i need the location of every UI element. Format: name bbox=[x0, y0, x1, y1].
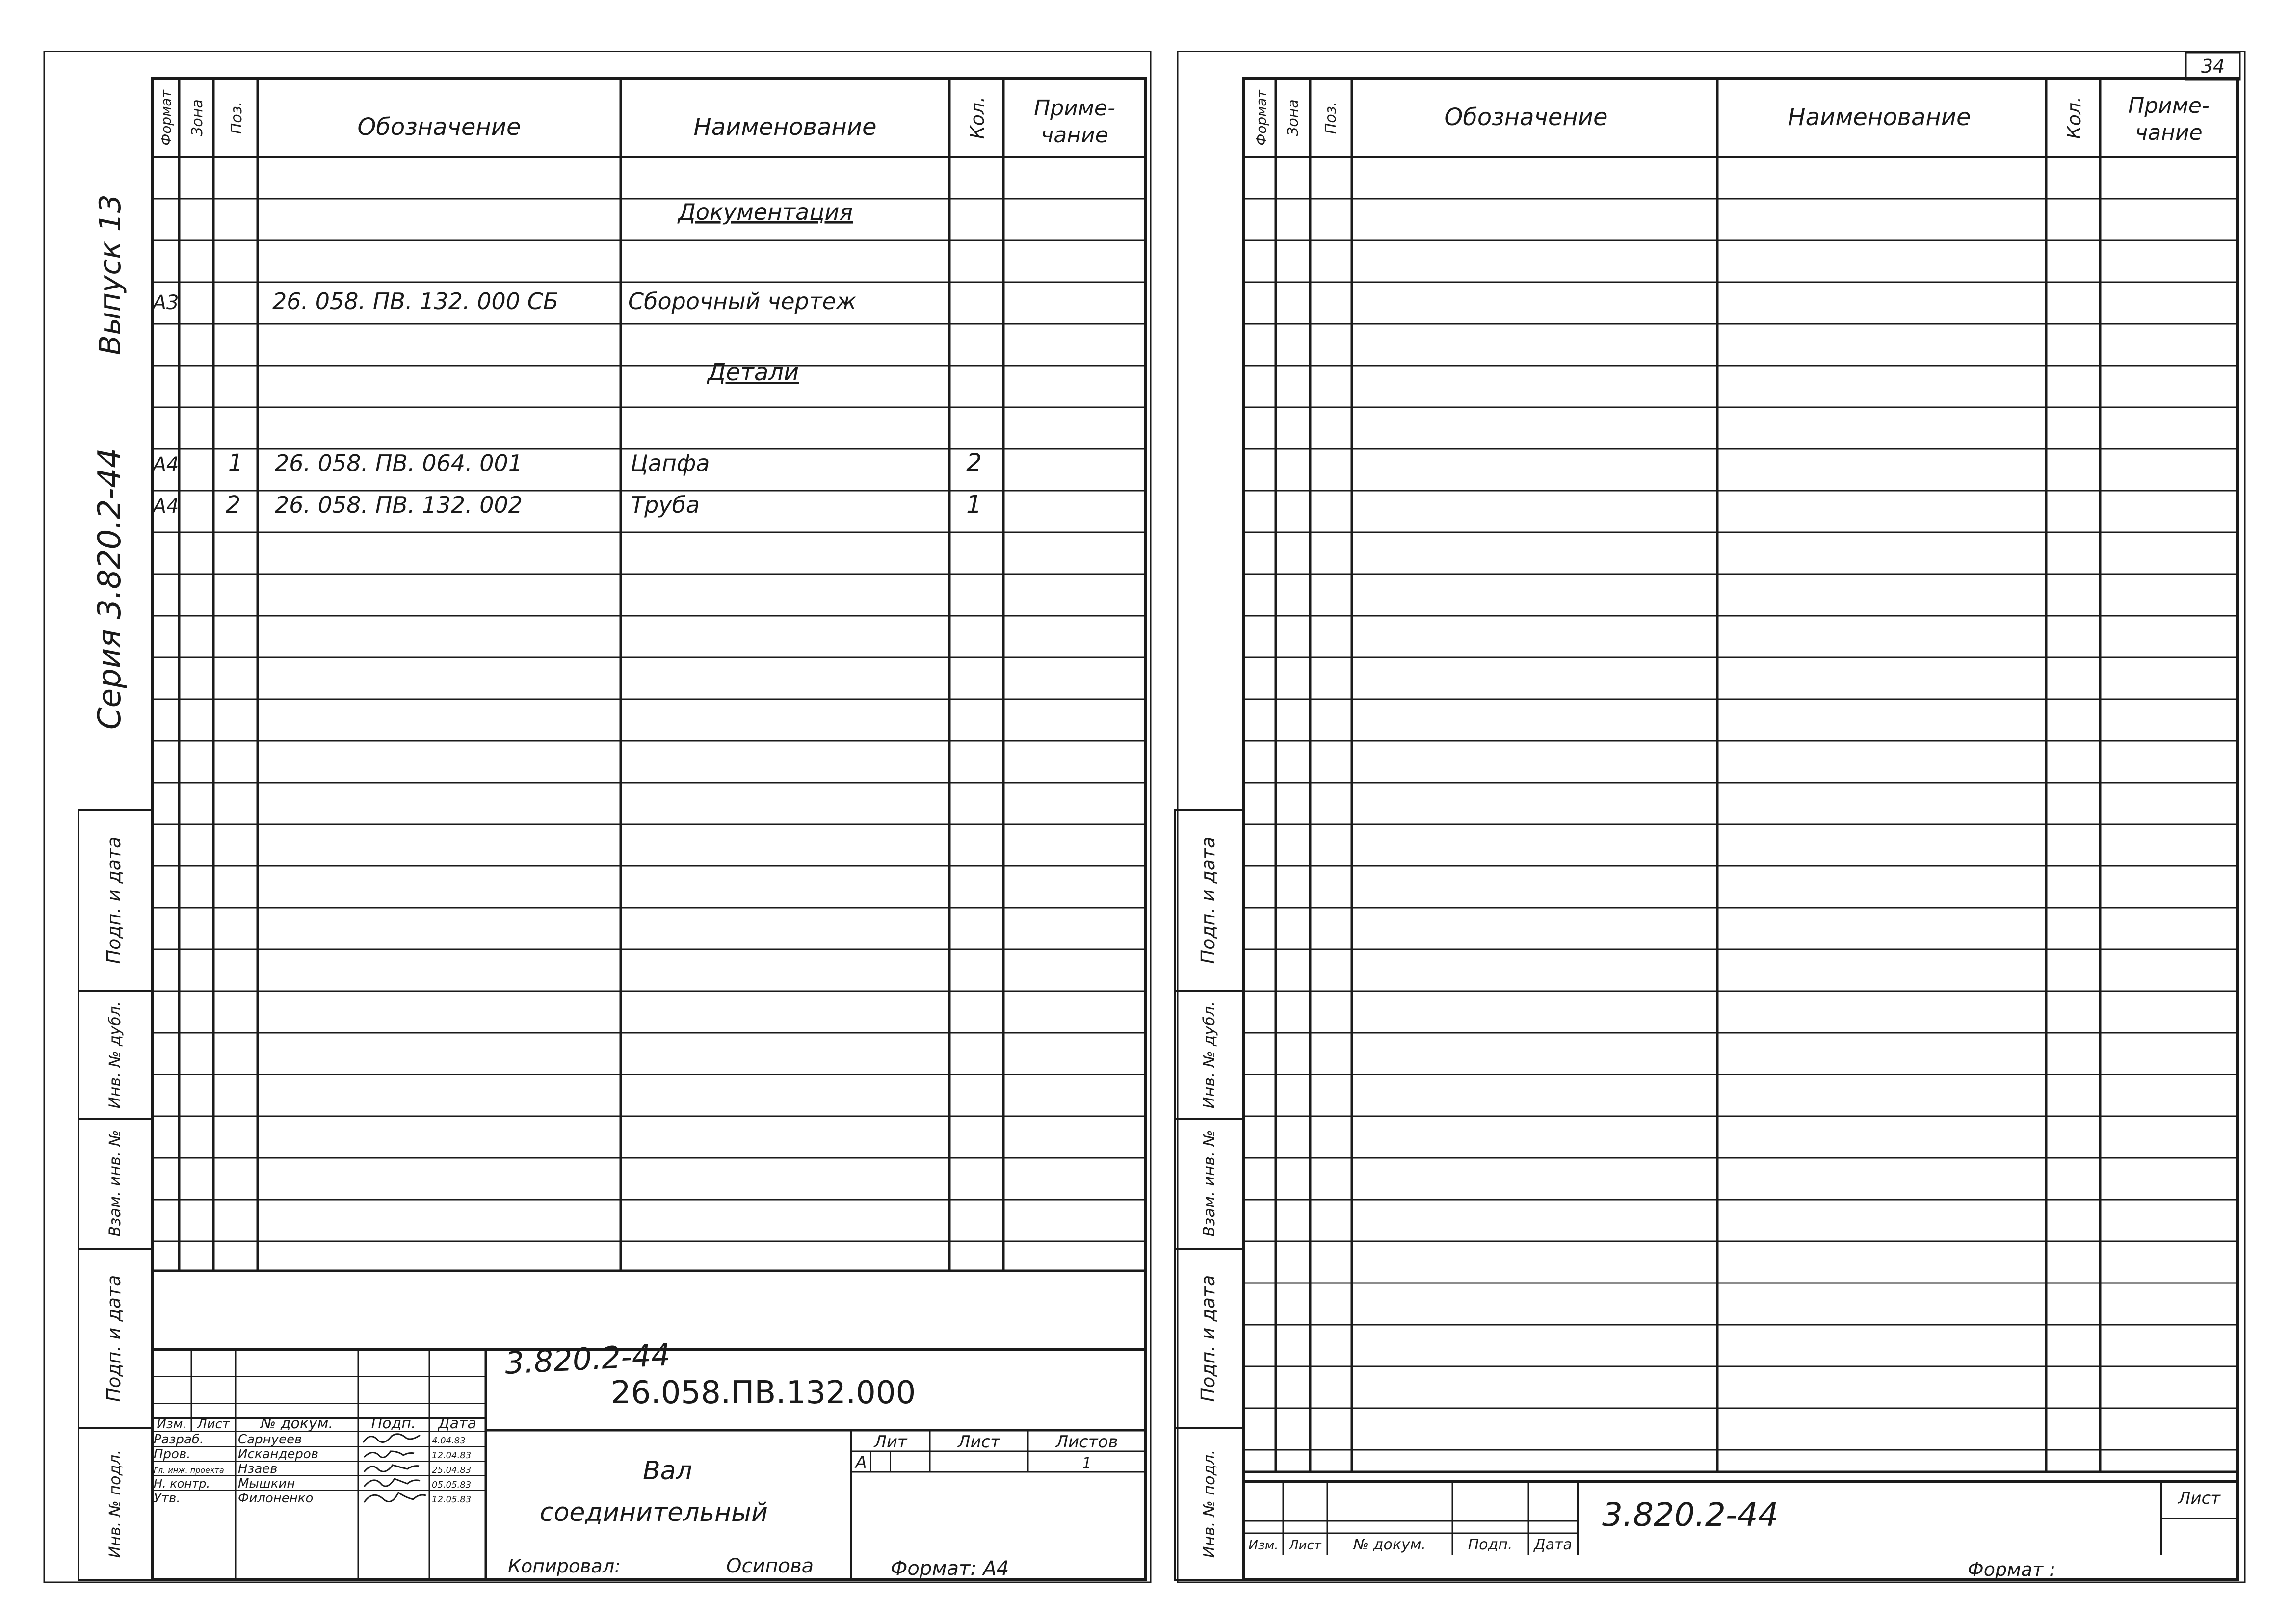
section-parts: Детали bbox=[707, 359, 799, 386]
item-2-name: Труба bbox=[631, 492, 700, 518]
issue-label: Выпуск 13 bbox=[93, 194, 128, 355]
right-frame bbox=[1244, 79, 2237, 1580]
item-2-qty: 1 bbox=[966, 490, 982, 519]
signature-chief-engineer bbox=[364, 1465, 419, 1472]
header-name: Наименование bbox=[693, 113, 877, 141]
header-designation: Обозначение bbox=[357, 113, 521, 141]
header-pos: Поз. bbox=[228, 101, 245, 134]
date-norm-control: 05.05.83 bbox=[432, 1480, 472, 1490]
item-1-format: А4 bbox=[153, 453, 179, 476]
signatures bbox=[363, 1434, 426, 1502]
name-approver: Филоненко bbox=[238, 1491, 314, 1506]
stamp-orig-inv-right: Инв. № подл. bbox=[1200, 1449, 1218, 1558]
stamp-sign-date-2-right: Подп. и дата bbox=[1197, 1275, 1219, 1402]
stamp-dup-inv-right: Инв. № дубл. bbox=[1200, 1001, 1218, 1109]
item-2-pos: 2 bbox=[225, 491, 241, 519]
right-sheet-border bbox=[1178, 52, 2245, 1582]
item-2-format: А4 bbox=[153, 495, 179, 518]
series-label: Серия 3.820.2-44 bbox=[92, 448, 128, 730]
role-approver: Утв. bbox=[154, 1491, 181, 1506]
date-approver: 12.05.83 bbox=[432, 1494, 472, 1505]
stamp-orig-inv: Инв. № подл. bbox=[105, 1449, 124, 1558]
stamp-sign-date-2: Подп. и дата bbox=[103, 1275, 125, 1402]
col-sign: Подп. bbox=[371, 1415, 416, 1432]
item-1-pos: 1 bbox=[228, 449, 243, 477]
header-note-1: Приме- bbox=[1034, 96, 1115, 121]
name-norm-control: Мышкин bbox=[238, 1476, 295, 1491]
right-col-doc-no: № докум. bbox=[1353, 1536, 1426, 1553]
col-date: Дата bbox=[438, 1415, 476, 1432]
sheet-label: Лист bbox=[957, 1432, 1000, 1452]
name-developer: Сарнуеев bbox=[238, 1432, 302, 1447]
product-name-line2: соединительный bbox=[540, 1498, 768, 1527]
stamp-dup-inv: Инв. № дубл. bbox=[105, 1001, 124, 1109]
right-col-date: Дата bbox=[1534, 1536, 1572, 1553]
date-developer: 4.04.83 bbox=[432, 1436, 466, 1446]
role-chief-engineer: Гл. инж. проекта bbox=[154, 1466, 224, 1475]
role-checker: Пров. bbox=[154, 1447, 191, 1462]
signature-norm-control bbox=[364, 1479, 420, 1487]
header-qty-right: Кол. bbox=[2063, 96, 2085, 139]
item-1-designation: 26. 058. ПВ. 064. 001 bbox=[275, 450, 523, 476]
name-checker: Искандеров bbox=[238, 1447, 319, 1462]
item-1-qty: 2 bbox=[966, 448, 982, 477]
header-note-2-right: чание bbox=[2135, 120, 2203, 145]
stamp-replaced-inv: Взам. инв. № bbox=[105, 1130, 124, 1237]
sheets-label: Листов bbox=[1055, 1432, 1118, 1452]
header-note-2: чание bbox=[1041, 123, 1108, 148]
signature-developer bbox=[363, 1434, 420, 1442]
product-name-line1: Вал bbox=[643, 1456, 692, 1486]
section-documentation: Документация bbox=[678, 199, 853, 225]
format-right: Формат : bbox=[1968, 1559, 2056, 1580]
title-designation: 26.058.ПВ.132.000 bbox=[611, 1375, 916, 1411]
header-pos-right: Поз. bbox=[1322, 101, 1340, 134]
date-chief-engineer: 25.04.83 bbox=[432, 1465, 472, 1475]
header-designation-right: Обозначение bbox=[1444, 104, 1608, 131]
sheets-value: 1 bbox=[1082, 1455, 1092, 1472]
item-1-name: Цапфа bbox=[631, 450, 710, 476]
stamp-sign-date-1: Подп. и дата bbox=[103, 837, 125, 964]
right-title-series: 3.820.2-44 bbox=[1602, 1496, 1779, 1534]
right-spec-grid bbox=[1244, 79, 2237, 1472]
right-col-list: Лист bbox=[1289, 1538, 1321, 1553]
stamp-sign-date-1-right: Подп. и дата bbox=[1197, 837, 1219, 964]
header-zone: Зона bbox=[189, 99, 206, 136]
left-spec-grid bbox=[152, 79, 1146, 1271]
copied-by-label: Копировал: bbox=[508, 1555, 621, 1577]
role-norm-control: Н. контр. bbox=[154, 1477, 211, 1491]
role-developer: Разраб. bbox=[154, 1432, 204, 1447]
right-sheet bbox=[1178, 52, 2245, 1582]
header-note-1-right: Приме- bbox=[2128, 93, 2210, 118]
right-sheet-label: Лист bbox=[2178, 1489, 2221, 1508]
title-series: 3.820.2-44 bbox=[503, 1336, 672, 1381]
doc-format: А3 bbox=[153, 291, 179, 314]
right-col-izm: Изм. bbox=[1248, 1538, 1279, 1553]
doc-name: Сборочный чертеж bbox=[628, 288, 857, 314]
page-number: 34 bbox=[2201, 55, 2225, 77]
header-zone-right: Зона bbox=[1285, 99, 1302, 136]
signature-checker bbox=[364, 1451, 414, 1457]
lit-label: Лит bbox=[874, 1432, 907, 1452]
header-name-right: Наименование bbox=[1788, 104, 1971, 131]
col-izm: Изм. bbox=[157, 1417, 187, 1432]
right-col-sign: Подп. bbox=[1468, 1536, 1513, 1553]
col-list: Лист bbox=[197, 1417, 230, 1432]
doc-designation: 26. 058. ПВ. 132. 000 СБ bbox=[272, 288, 559, 314]
copier-name: Осипова bbox=[726, 1555, 814, 1577]
format-left: Формат: А4 bbox=[891, 1557, 1009, 1580]
date-checker: 12.04.83 bbox=[432, 1450, 472, 1461]
header-format-right: Формат bbox=[1253, 90, 1269, 146]
lit-value: А bbox=[855, 1453, 867, 1472]
stamp-replaced-inv-right: Взам. инв. № bbox=[1200, 1130, 1218, 1237]
item-2-designation: 26. 058. ПВ. 132. 002 bbox=[275, 492, 523, 518]
header-format: Формат bbox=[158, 90, 174, 146]
header-qty: Кол. bbox=[967, 96, 988, 139]
name-chief-engineer: Нзаев bbox=[238, 1462, 278, 1476]
col-doc-no: № докум. bbox=[261, 1415, 333, 1432]
signature-approver bbox=[364, 1493, 426, 1502]
